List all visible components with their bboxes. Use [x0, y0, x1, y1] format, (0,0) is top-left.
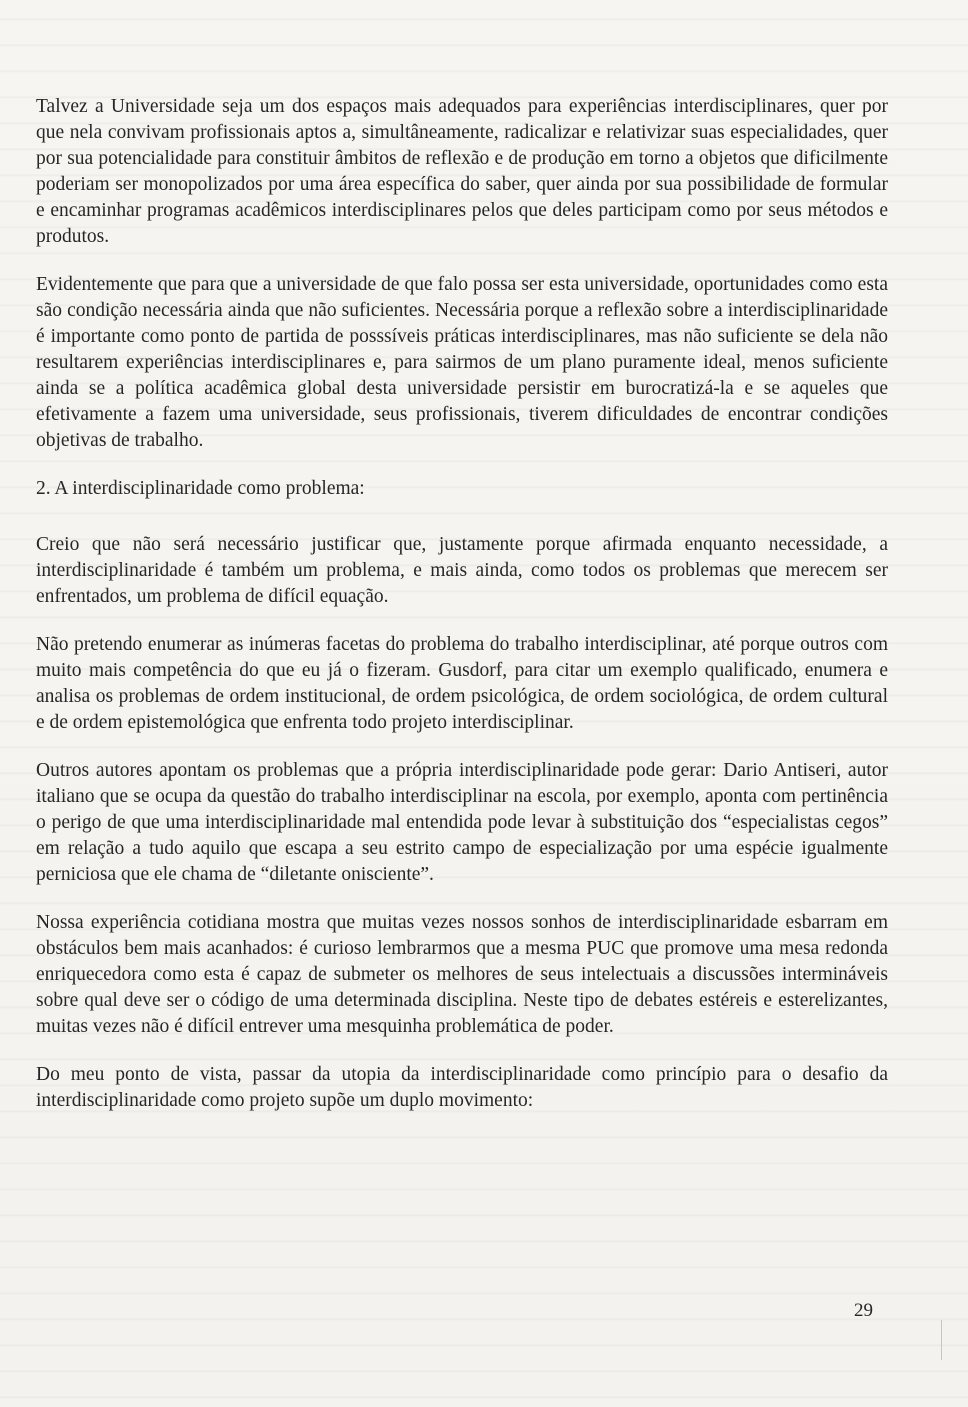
paragraph-outros-autores: Outros autores apontam os problemas que a própria interdisciplinaridade pode gerar: Dario Antiseri, autor italiano que se ocupa da questão do trabalho interdisciplinar na escola, por exemplo, aponta com pertinência o perigo de que uma interdisciplinaridade mal entendida pode levar à substituição dos “especialistas cegos” em relação a tudo aquilo que escapa a seu estrito campo de especialização por uma espécie igualmente perniciosa que ele chama de “diletante onisciente”. — [36, 760, 888, 885]
paragraph-creio: Creio que não será necessário justificar que, justamente porque afirmada enquanto necessidade, a interdisciplinaridade é também um problema, e mais ainda, como todos os problemas que merecem ser enfrentados, um problema de difícil equação. — [36, 534, 888, 607]
paragraph-evidentemente: Evidentemente que para que a universidade de que falo possa ser esta universidade, oportunidades como esta são condição necessária ainda que não suficientes. Necessária porque a reflexão sobre a interdisciplinaridade é importante como ponto de partida de posssíveis práticas interdisciplinares, mas não suficiente se dela não resultarem experiências interdisciplinares e, para sairmos de um plano puramente ideal, menos suficiente ainda se a política acadêmica global desta universidade persistir em burocratizá-la e se aqueles que efetivamente a fazem uma universidade, seus profissionais, tiverem dificuldades de encontrar condições objetivas de trabalho. — [36, 274, 888, 451]
paragraph-universidade: Talvez a Universidade seja um dos espaços mais adequados para experiências interdisciplinares, quer por que nela convivam profissionais aptos a, simultâneamente, radicalizar e relativizar suas especialidades, quer por sua potencialidade para constituir âmbitos de reflexão e de produção em torno a objetos que dificilmente poderiam ser monopolizados por uma área específica do saber, quer ainda por sua possibilidade de formular e encaminhar programas acadêmicos interdisciplinares pelos que deles participam como por seus métodos e produtos. — [36, 96, 888, 247]
edge-mark — [941, 1320, 942, 1360]
paragraph-do-meu-ponto: Do meu ponto de vista, passar da utopia da interdisciplinaridade como princípio para o desafio da interdisciplinaridade como projeto supõe um duplo movimento: — [36, 1064, 888, 1111]
paragraph-nao-pretendo: Não pretendo enumerar as inúmeras facetas do problema do trabalho interdisciplinar, até porque outros com muito mais competência do que eu já o fizeram. Gusdorf, para citar um exemplo qualificado, enumera e analisa os problemas de ordem institucional, de ordem psicológica, de ordem sociológica, de ordem cultural e de ordem epistemológica que enfrenta todo projeto interdisciplinar. — [36, 634, 888, 733]
paragraph-nossa-experiencia: Nossa experiência cotidiana mostra que muitas vezes nossos sonhos de interdisciplinaridade esbarram em obstáculos bem mais acanhados: é curioso lembrarmos que a mesma PUC que promove uma mesa redonda enriquecedora como esta é capaz de submeter os melhores de seus intelectuais a discussões intermináveis sobre qual deve ser o código de uma determinada disciplina. Neste tipo de debates estéreis e esterelizantes, muitas vezes não é difícil entrever uma mesquinha problemática de poder. — [36, 912, 888, 1037]
body-text — [36, 94, 888, 1136]
section-heading: 2. A interdisciplinaridade como problema: — [36, 478, 365, 499]
page-number: 29 — [854, 1300, 873, 1321]
